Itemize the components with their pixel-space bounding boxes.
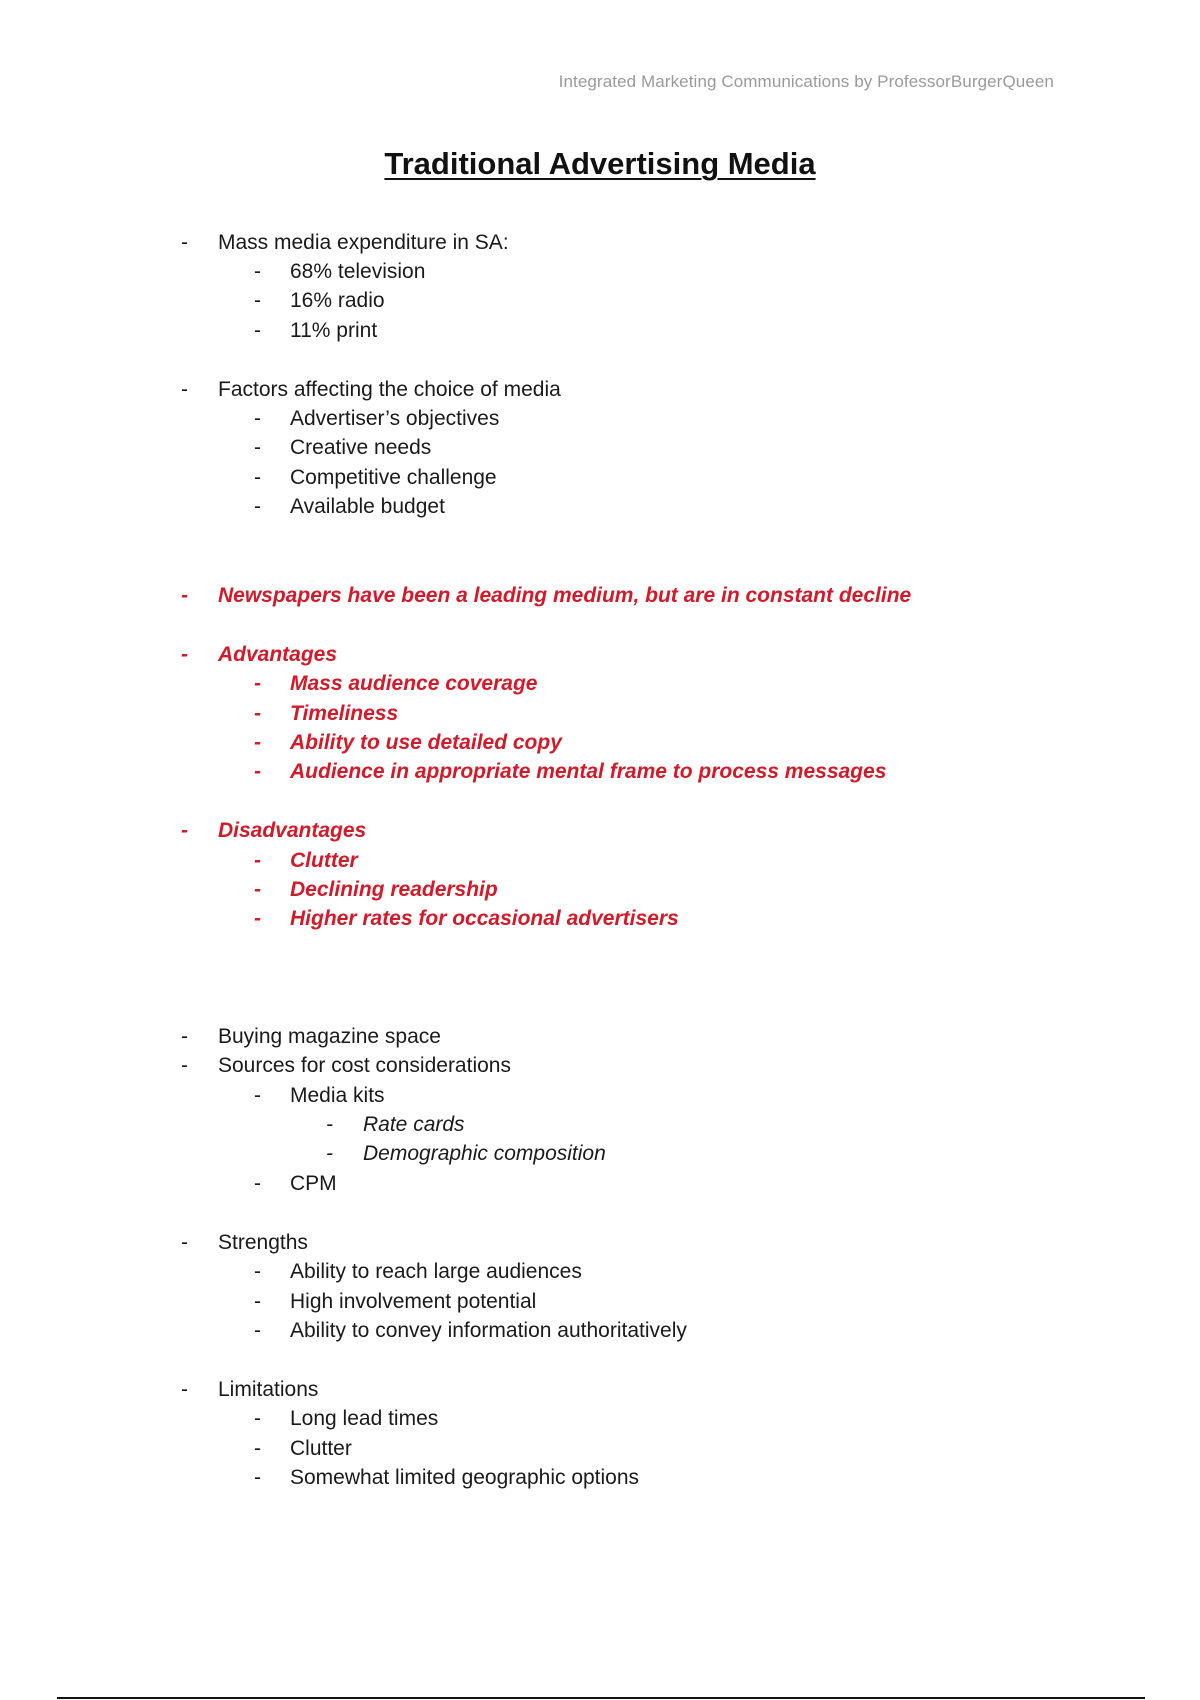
list-item-emphasis (254, 847, 358, 875)
list-item-text: 68% television (290, 260, 426, 283)
list-item-text: Declining readership (290, 878, 498, 901)
list-item (254, 1464, 640, 1492)
list-item-text: Clutter (290, 1437, 352, 1460)
list-item-text: Mass media expenditure in SA: (218, 231, 509, 254)
list-item-text: Available budget (290, 495, 445, 518)
list-item-emphasis (181, 641, 338, 669)
list-item-emphasis (181, 817, 367, 845)
bullet-dash: - (254, 436, 261, 459)
bullet-dash: - (254, 1172, 261, 1195)
bullet-dash: - (254, 907, 261, 930)
bullet-dash: - (254, 702, 261, 725)
list-item-emphasis (254, 729, 562, 757)
page-title: Traditional Advertising Media (384, 146, 816, 181)
list-item-text: Strengths (218, 1231, 308, 1254)
list-item-text: Buying magazine space (218, 1025, 441, 1048)
list-item-emphasis (254, 905, 679, 933)
bullet-dash: - (254, 731, 261, 754)
list-item-text: Advertiser’s objectives (290, 407, 500, 430)
list-item (181, 229, 509, 257)
bullet-dash: - (181, 231, 188, 254)
list-item-text: Timeliness (290, 702, 399, 725)
bullet-dash: - (254, 1290, 261, 1313)
list-item (181, 1376, 319, 1404)
list-item-text: Limitations (218, 1378, 319, 1401)
list-item (181, 376, 561, 404)
list-item-text: Ability to reach large audiences (290, 1260, 582, 1283)
list-item-text: Somewhat limited geographic options (290, 1466, 640, 1489)
list-item-text: Long lead times (290, 1407, 439, 1430)
bullet-dash: - (254, 466, 261, 489)
bullet-dash: - (254, 1260, 261, 1283)
header-note: Integrated Marketing Communications by ProfessorBurgerQueen (558, 72, 1054, 91)
list-item-text: 11% print (290, 319, 378, 342)
list-item-text: Clutter (290, 849, 358, 872)
list-item-text: Sources for cost considerations (218, 1054, 511, 1077)
bullet-dash: - (254, 407, 261, 430)
list-item (254, 258, 426, 286)
bullet-dash: - (254, 1437, 261, 1460)
list-item-text: 16% radio (290, 289, 385, 312)
list-item (254, 405, 500, 433)
list-item (181, 1023, 441, 1051)
bullet-dash: - (254, 260, 261, 283)
list-item (254, 493, 445, 521)
list-item-emphasis (254, 758, 887, 786)
bullet-dash: - (326, 1113, 333, 1136)
bullet-dash: - (254, 1407, 261, 1430)
list-item-text: High involvement potential (290, 1290, 537, 1313)
bullet-dash: - (181, 1231, 188, 1254)
list-item-text: Competitive challenge (290, 466, 497, 489)
list-item-emphasis (181, 582, 912, 610)
list-item (254, 1435, 352, 1463)
bullet-dash: - (254, 878, 261, 901)
list-item (254, 1317, 687, 1345)
bullet-dash: - (254, 1319, 261, 1342)
list-item-text: Creative needs (290, 436, 432, 459)
list-item (181, 1229, 308, 1257)
list-item (181, 1052, 511, 1080)
bullet-dash: - (254, 1084, 261, 1107)
list-item-text: Media kits (290, 1084, 385, 1107)
list-item-text: Mass audience coverage (290, 672, 538, 695)
list-item-text: Demographic composition (363, 1142, 606, 1165)
footer-divider (57, 1697, 1145, 1699)
list-item (254, 1170, 337, 1198)
list-item-text: Audience in appropriate mental frame to process messages (290, 760, 887, 783)
bullet-dash: - (181, 584, 188, 607)
list-item (254, 1082, 385, 1110)
bullet-dash: - (254, 319, 261, 342)
list-item (326, 1140, 606, 1168)
bullet-dash: - (181, 819, 188, 842)
list-item-text: CPM (290, 1172, 337, 1195)
bullet-dash: - (254, 849, 261, 872)
list-item-emphasis (254, 876, 498, 904)
list-item (254, 464, 497, 492)
list-item (254, 1258, 582, 1286)
bullet-dash: - (254, 672, 261, 695)
list-item-text: Higher rates for occasional advertisers (290, 907, 679, 930)
bullet-dash: - (181, 1054, 188, 1077)
list-item-text: Advantages (218, 643, 338, 666)
list-item (326, 1111, 465, 1139)
bullet-dash: - (254, 495, 261, 518)
bullet-dash: - (181, 1378, 188, 1401)
bullet-dash: - (254, 760, 261, 783)
list-item-text: Ability to use detailed copy (290, 731, 562, 754)
list-item (254, 1405, 439, 1433)
bullet-dash: - (181, 378, 188, 401)
bullet-dash: - (254, 289, 261, 312)
list-item-text: Rate cards (363, 1113, 465, 1136)
list-item-text: Factors affecting the choice of media (218, 378, 561, 401)
bullet-dash: - (181, 643, 188, 666)
list-item (254, 317, 378, 345)
list-item-emphasis (254, 670, 538, 698)
list-item (254, 434, 432, 462)
list-item (254, 1288, 537, 1316)
list-item (254, 287, 385, 315)
list-item-text: Disadvantages (218, 819, 367, 842)
list-item-emphasis (254, 700, 399, 728)
bullet-dash: - (181, 1025, 188, 1048)
bullet-dash: - (254, 1466, 261, 1489)
list-item-text: Ability to convey information authoritatively (290, 1319, 687, 1342)
bullet-dash: - (326, 1142, 333, 1165)
list-item-text: Newspapers have been a leading medium, but are in constant decline (218, 584, 912, 607)
